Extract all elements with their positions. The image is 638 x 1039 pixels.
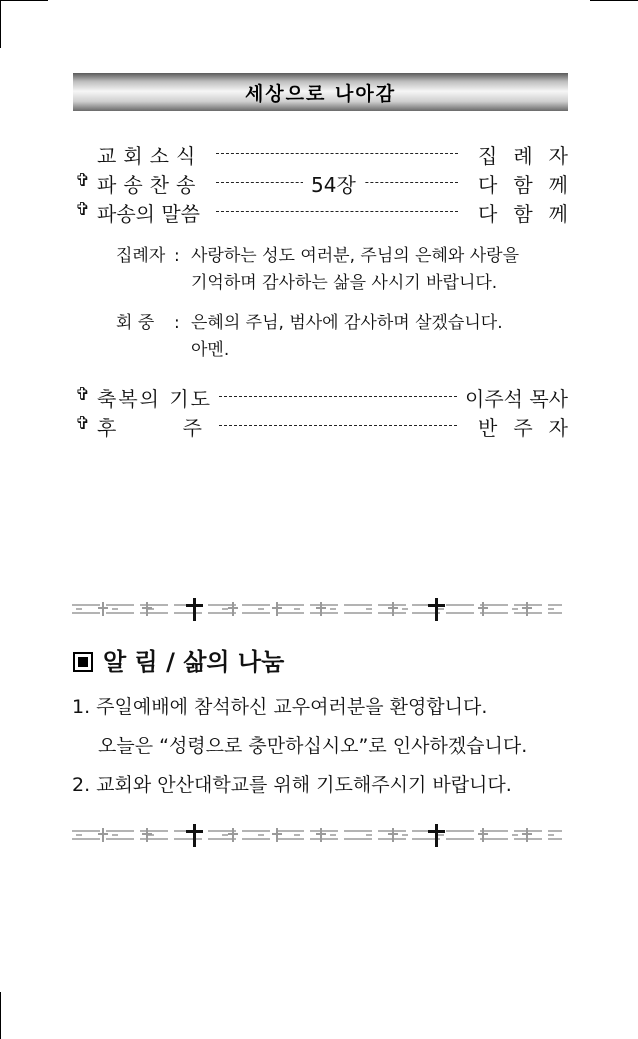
cross-outline-icon: ✞ <box>75 413 91 434</box>
chain-cross-border-bottom <box>72 823 562 847</box>
leader-dashes <box>216 153 458 154</box>
crop-mark-top-left-h <box>0 0 48 1</box>
response-line: 은혜의 주님, 범사에 감사하며 살겠습니다. <box>191 313 503 333</box>
response-speaker: 집례자 <box>116 246 166 266</box>
order-leader: 다함께 <box>478 202 584 226</box>
response-line: 아멘. <box>191 340 230 360</box>
response-line: 사랑하는 성도 여러분, 주님의 은혜와 사랑을 <box>191 246 520 266</box>
filled-square-icon <box>73 652 93 672</box>
order-row-benediction <box>73 383 568 411</box>
order-label: 후 주 <box>97 416 202 440</box>
order-label: 파송찬송 <box>97 173 203 197</box>
section-title: 세상으로 나아감 <box>244 82 397 105</box>
notices-heading <box>73 642 284 677</box>
leader-dashes <box>219 425 457 426</box>
response-colon: : <box>174 246 180 266</box>
cross-outline-icon: ✞ <box>75 384 91 405</box>
crop-mark-top-left-v <box>0 0 1 48</box>
response-text <box>191 310 503 364</box>
response-speaker: 회 중 <box>116 313 155 333</box>
cross-outline-icon: ✞ <box>75 170 91 191</box>
section-header-bar <box>73 73 568 111</box>
order-label: 교회소식 <box>97 144 203 168</box>
order-leader: 집례자 <box>478 144 584 168</box>
order-row-hymn <box>73 169 584 197</box>
notices-title: 알 림 / 삶의 나눔 <box>103 648 285 676</box>
order-row-postlude <box>73 412 584 440</box>
leader-dashes <box>216 211 458 212</box>
response-text <box>191 243 519 297</box>
cross-outline-icon: ✞ <box>75 199 91 220</box>
response-line: 기억하며 감사하는 삶을 사시기 바랍니다. <box>191 273 498 293</box>
order-leader: 다함께 <box>478 173 584 197</box>
response-colon: : <box>174 313 180 333</box>
chain-cross-border-top <box>72 597 562 621</box>
notice-item: 2. 교회와 안산대학교를 위해 기도해주시기 바랍니다. <box>72 774 512 796</box>
order-label: 축복의 기도 <box>97 387 212 411</box>
order-leader: 이주석 목사 <box>465 387 568 411</box>
order-row-news <box>73 140 584 168</box>
notice-item: 1. 주일예배에 참석하신 교우여러분을 환영합니다. <box>72 696 488 718</box>
crop-mark-bottom-left-v <box>0 992 1 1039</box>
order-row-sending-word <box>73 198 584 226</box>
crop-mark-top-right-h <box>590 0 638 1</box>
hymn-number: 54장 <box>303 169 364 198</box>
notice-item: 오늘은 “성령으로 충만하십시오”로 인사하겠습니다. <box>98 735 528 757</box>
order-leader: 반주자 <box>478 416 584 440</box>
leader-dashes <box>219 396 457 397</box>
order-label: 파송의 말씀 <box>97 202 200 226</box>
